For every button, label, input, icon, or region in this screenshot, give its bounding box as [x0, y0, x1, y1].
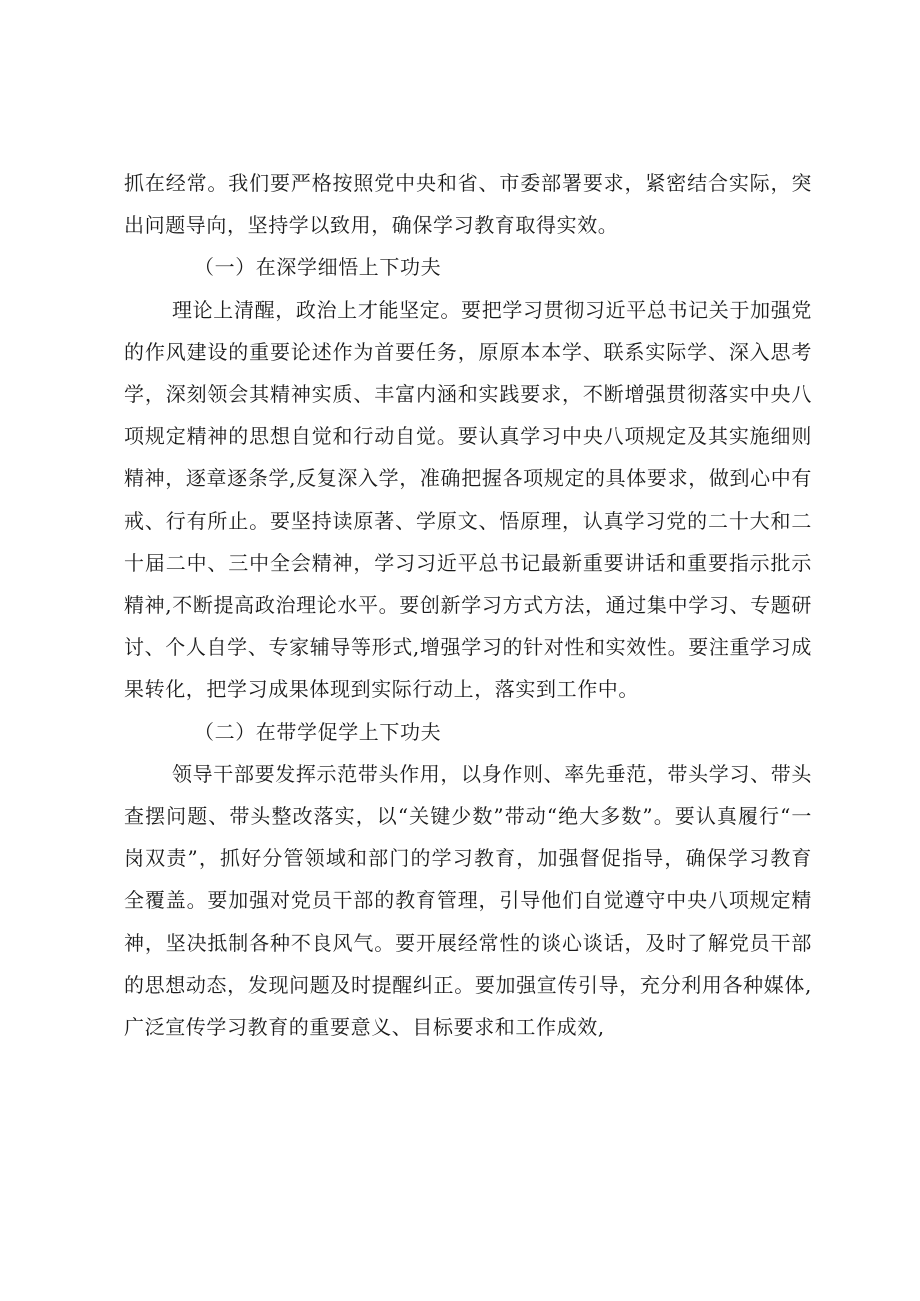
document-body: [124, 162, 812, 1048]
section-heading-1: （一）在深学细悟上下功夫: [194, 255, 442, 280]
paragraph-continuation: 抓在经常。我们要严格按照党中央和省、市委部署要求，紧密结合实际，突出问题导向，坚持学以致用，确保学习教育取得实效。: [124, 171, 812, 238]
paragraph-section-2: 领导干部要发挥示范带头作用，以身作则、率先垂范，带头学习、带头查摆问题、带头整改落实，以“关键少数”带动“绝大多数”。要认真履行“一岗双责”，抓好分管领域和部门的学习教育，加强督促指导，确保学习教育全覆盖。要加强对党员干部的教育管理，引导他们自觉遵守中央八项规定精神，坚决抵制各种不良风气。要开展经常性的谈心谈话，及时了解党员干部的思想动态，发现问题及时提醒纠正。要加强宣传引导，充分利用各种媒体,广泛宣传学习教育的重要意义、目标要求和工作成效,: [124, 761, 812, 1040]
paragraph-section-1: 理论上清醒，政治上才能坚定。要把学习贯彻习近平总书记关于加强党的作风建设的重要论述作为首要任务，原原本本学、联系实际学、深入思考学，深刻领会其精神实质、丰富内涵和实践要求，不断增强贯彻落实中央八项规定精神的思想自觉和行动自觉。要认真学习中央八项规定及其实施细则精神，逐章逐条学,反复深入学，准确把握各项规定的具体要求，做到心中有戒、行有所止。要坚持读原著、学原文、悟原理，认真学习党的二十大和二十届二中、三中全会精神，学习习近平总书记最新重要讲话和重要指示批示精神,不断提高政治理论水平。要创新学习方式方法，通过集中学习、专题研讨、个人自学、专家辅导等形式,增强学习的针对性和实效性。要注重学习成果转化，把学习成果体现到实际行动上，落实到工作中。: [124, 297, 812, 702]
section-heading-2: （二）在带学促学上下功夫: [194, 719, 442, 744]
